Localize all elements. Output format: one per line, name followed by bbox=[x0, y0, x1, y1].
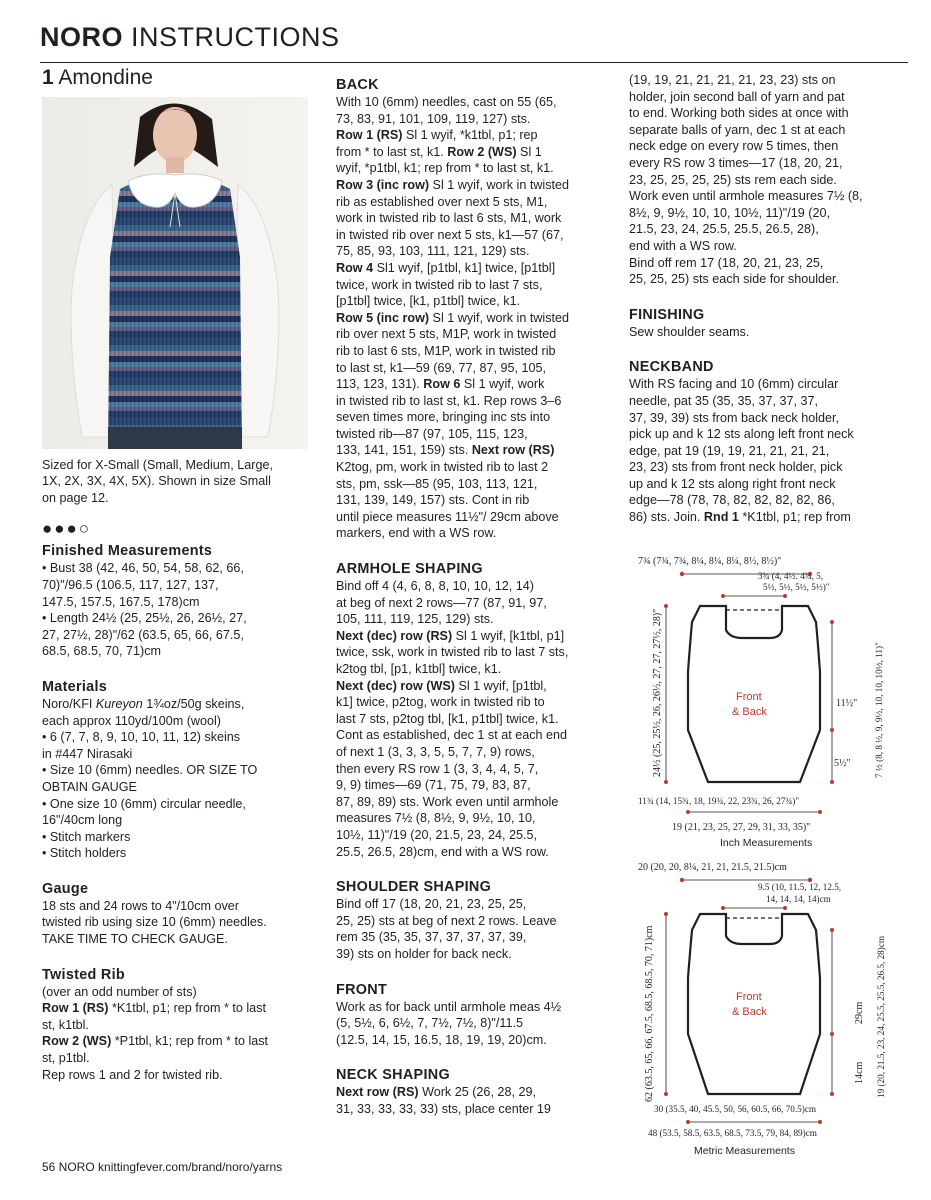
text-line bbox=[629, 324, 907, 341]
header-title-text: INSTRUCTIONS bbox=[131, 22, 340, 52]
text-line bbox=[336, 343, 608, 360]
text-run: needle, pat 35 (35, 35, 37, 37, 37, bbox=[629, 393, 819, 408]
text-run: *K1tbl, p1; rep from * to last bbox=[108, 1001, 266, 1016]
row-label: Row 2 (WS) bbox=[42, 1034, 112, 1049]
text-line: TAKE TIME TO CHECK GAUGE. bbox=[42, 932, 228, 947]
front-back-label-2: & Back bbox=[732, 706, 767, 718]
text-run: [p1tbl] twice, [k1, p1tbl] twice, k1. bbox=[336, 294, 521, 309]
text-line bbox=[336, 459, 608, 476]
text-line bbox=[336, 644, 608, 661]
materials-heading: Materials bbox=[42, 678, 108, 695]
armhole-shaping-heading: ARMHOLE SHAPING bbox=[336, 561, 483, 578]
text-run: Sl 1 wyif, work bbox=[460, 377, 545, 392]
text-line bbox=[336, 678, 608, 695]
neckband-instructions bbox=[629, 376, 907, 525]
text-line bbox=[629, 376, 907, 393]
neck-width-label: 3¾ (4, 4½. 4¾, 5, bbox=[758, 571, 824, 581]
model-photo-illustration bbox=[42, 97, 308, 449]
text-run: Sl 1 bbox=[516, 144, 542, 159]
text-run: 10½, 11)"/19 (20, 21.5, 23, 24, 25.5, bbox=[336, 827, 537, 842]
text-line bbox=[336, 525, 608, 542]
row-label: Row 1 (RS) bbox=[42, 1001, 109, 1016]
twisted-rib-text bbox=[42, 984, 314, 1084]
text-line bbox=[336, 160, 608, 177]
row-label: Row 4 bbox=[336, 260, 374, 275]
neck-instructions bbox=[336, 1084, 608, 1117]
twisted-rib-heading: Twisted Rib bbox=[42, 966, 125, 983]
text-line: 18 sts and 24 rows to 4"/10cm over bbox=[42, 898, 239, 913]
text-run: 73, 83, 91, 101, 109, 119, 127) sts. bbox=[336, 111, 531, 126]
text-line bbox=[336, 711, 608, 728]
text-line: • Stitch markers bbox=[42, 829, 131, 844]
text-line bbox=[336, 409, 608, 426]
text-run: to last st, k1—59 (69, 77, 87, 95, 105, bbox=[336, 360, 547, 375]
header-divider bbox=[40, 62, 908, 63]
text-run: Work as for back until armhole meas 4½ bbox=[336, 999, 562, 1014]
text-run: of next 1 (3, 3, 3, 5, 5, 7, 7, 9) rows, bbox=[336, 744, 535, 759]
size-caption bbox=[42, 457, 314, 507]
armhole-label: 7 ½ (8, 8 ½, 9, 9½, 10, 10, 10½, 11)" bbox=[874, 642, 884, 778]
text-run: 86) sts. Join. bbox=[629, 510, 704, 525]
text-line bbox=[336, 1015, 608, 1032]
text-line bbox=[336, 1101, 608, 1118]
text-line bbox=[629, 459, 907, 476]
back-instructions bbox=[336, 94, 608, 542]
text-run: up and k 12 sts along right front neck bbox=[629, 476, 836, 491]
front-back-label-2: & Back bbox=[732, 1006, 767, 1018]
length-label: 62 (63.5, 65, 66, 67.5, 68.5, 68.5, 70, 71)cm bbox=[644, 925, 655, 1102]
front-back-label: Front bbox=[736, 691, 762, 703]
text-line bbox=[629, 426, 907, 443]
text-line: • One size 10 (6mm) circular needle, bbox=[42, 796, 246, 811]
row-label: Next row (RS) bbox=[471, 443, 555, 458]
text-run: twice, work in twisted rib to last 7 sts, bbox=[336, 277, 543, 292]
text-run: edge, pat 19 (19, 19, 21, 21, 21, 21, bbox=[629, 443, 830, 458]
neckband-heading: NECKBAND bbox=[629, 359, 714, 376]
text-line bbox=[336, 694, 608, 711]
text-line bbox=[336, 509, 608, 526]
brand-name: NORO bbox=[40, 22, 123, 52]
full-width-label: 48 (53.5, 58.5, 63.5, 68.5, 73.5, 79, 84, 89)cm bbox=[648, 1128, 817, 1138]
text-run: rib over next 5 sts, M1P, work in twisted bbox=[336, 327, 557, 342]
text-run: end with a WS row. bbox=[629, 238, 737, 253]
text-run: 1¾oz/50g skeins, bbox=[142, 696, 245, 711]
text-line bbox=[336, 810, 608, 827]
text-line: st, k1tbl. bbox=[42, 1017, 89, 1032]
row-label: Row 5 (inc row) bbox=[336, 310, 430, 325]
text-run: Bind off rem 17 (18, 20, 21, 23, 25, bbox=[629, 255, 824, 270]
row-label: Row 3 (inc row) bbox=[336, 177, 430, 192]
text-run: 31, 33, 33, 33, 33) sts, place center 19 bbox=[336, 1101, 551, 1116]
text-run: 131, 139, 149, 157) sts. Cont in rib bbox=[336, 493, 530, 508]
garment-outline bbox=[688, 914, 820, 1094]
text-run: Sl 1 wyif, [k1tbl, p1] bbox=[452, 628, 565, 643]
text-run: 105, 111, 119, 125, 129) sts. bbox=[336, 612, 494, 627]
text-line bbox=[336, 628, 608, 645]
text-line bbox=[629, 238, 907, 255]
text-line bbox=[336, 913, 608, 930]
text-line bbox=[629, 271, 907, 288]
text-line bbox=[42, 1000, 314, 1017]
text-line bbox=[629, 89, 907, 106]
text-line bbox=[336, 144, 608, 161]
text-run: Sl1 wyif, [p1tbl, k1] twice, [p1tbl] bbox=[373, 260, 556, 275]
text-line bbox=[336, 661, 608, 678]
schematic-metric bbox=[620, 858, 910, 1158]
text-run: until piece measures 11½"/ 29cm above bbox=[336, 509, 559, 524]
caption-line: Sized for X-Small (Small, Medium, Large, bbox=[42, 457, 273, 472]
text-line bbox=[336, 111, 608, 128]
text-run: With RS facing and 10 (6mm) circular bbox=[629, 377, 839, 392]
text-line bbox=[629, 509, 907, 526]
text-run: Work even until armhole measures 7½ (8, bbox=[629, 189, 863, 204]
text-line bbox=[336, 578, 608, 595]
front-instructions bbox=[336, 999, 608, 1049]
text-run: 23, 23) sts from front neck holder, pick bbox=[629, 460, 843, 475]
length-label: 24½ (25, 25½, 26, 26½, 27, 27, 27½, 28)" bbox=[652, 608, 663, 777]
text-run: (5, 5½, 6, 6½, 7, 7½, 7½, 8)"/11.5 bbox=[336, 1016, 523, 1031]
text-line: • Length 24½ (25, 25½, 26, 26½, 27, bbox=[42, 611, 247, 626]
text-line bbox=[336, 595, 608, 612]
text-line bbox=[629, 155, 907, 172]
text-line bbox=[42, 696, 314, 713]
armhole-label: 19 (20, 21.5, 23, 24, 25.5, 25.5, 26.5, 28)cm bbox=[876, 935, 886, 1098]
armhole-instructions bbox=[336, 578, 608, 860]
text-line: 16"/40cm long bbox=[42, 813, 123, 828]
text-line bbox=[336, 476, 608, 493]
text-line bbox=[629, 188, 907, 205]
text-line bbox=[336, 243, 608, 260]
pattern-name: Amondine bbox=[58, 66, 153, 89]
text-line bbox=[336, 194, 608, 211]
text-run: work in twisted rib to last 6 sts, M1, work bbox=[336, 211, 562, 226]
text-line bbox=[336, 177, 608, 194]
difficulty-rating: ●●●○ bbox=[42, 519, 92, 539]
text-line bbox=[336, 127, 608, 144]
text-run: 87, 89, 89) sts. Work even until armhole bbox=[336, 794, 559, 809]
finished-measurements-list bbox=[42, 560, 314, 660]
text-run: separate balls of yarn, dec 1 st at each bbox=[629, 122, 846, 137]
text-line bbox=[336, 260, 608, 277]
row-label: Rnd 1 bbox=[703, 510, 739, 525]
text-run: sts, pm, ssk—85 (95, 103, 113, 121, bbox=[336, 476, 538, 491]
text-line bbox=[336, 360, 608, 377]
footer-url[interactable]: knittingfever.com/brand/noro/yarns bbox=[98, 1160, 283, 1174]
top-width-label: 20 (20, 20, 8¼, 21, 21, 21.5, 21.5)cm bbox=[638, 862, 787, 873]
text-line: twisted rib using size 10 (6mm) needles. bbox=[42, 915, 267, 930]
row-label: Next (dec) row (WS) bbox=[336, 678, 455, 693]
text-line bbox=[336, 827, 608, 844]
text-run: (12.5, 14, 15, 16.5, 18, 19, 19, 20)cm. bbox=[336, 1032, 547, 1047]
text-line bbox=[336, 844, 608, 861]
text-line: 68.5, 68.5, 70, 71)cm bbox=[42, 644, 162, 659]
text-line bbox=[42, 1033, 314, 1050]
text-run: then every RS row 1 (3, 3, 4, 4, 5, 7, bbox=[336, 761, 539, 776]
side-length-label: 29cm bbox=[854, 1001, 865, 1024]
text-line bbox=[336, 896, 608, 913]
text-run: K2tog, pm, work in twisted rib to last 2 bbox=[336, 460, 549, 475]
text-run: wyif, *p1tbl, k1; rep from * to last st, k1. bbox=[336, 161, 554, 176]
text-line bbox=[336, 777, 608, 794]
text-run: seven times more, bringing inc sts into bbox=[336, 410, 551, 425]
text-line bbox=[336, 999, 608, 1016]
text-run: markers, end with a WS row. bbox=[336, 526, 497, 541]
finishing-instructions bbox=[629, 324, 907, 341]
text-run: 113, 123, 131). bbox=[336, 377, 424, 392]
text-line bbox=[629, 172, 907, 189]
yarn-name: Kureyon bbox=[95, 696, 143, 711]
text-line bbox=[629, 393, 907, 410]
gauge-heading: Gauge bbox=[42, 880, 89, 897]
text-run: rib as established over next 5 sts, M1, bbox=[336, 194, 548, 209]
text-line: in #447 Nirasaki bbox=[42, 746, 133, 761]
text-line: OBTAIN GAUGE bbox=[42, 779, 137, 794]
text-run: measures 7½ (8, 8½, 9, 9½, 10, 10, bbox=[336, 811, 536, 826]
neck-width-label-2: 14, 14, 14, 14)cm bbox=[766, 894, 831, 904]
column-1 bbox=[42, 66, 314, 1083]
text-run: 39) sts on holder for back neck. bbox=[336, 946, 512, 961]
text-line bbox=[629, 122, 907, 139]
text-line bbox=[629, 410, 907, 427]
text-line bbox=[336, 761, 608, 778]
text-run: k1] twice, p2tog, work in twisted rib to bbox=[336, 695, 545, 710]
text-line bbox=[336, 277, 608, 294]
schematic-inch bbox=[620, 552, 910, 852]
text-line bbox=[336, 727, 608, 744]
row-label: Next row (RS) bbox=[336, 1085, 419, 1100]
text-run: Work 25 (26, 28, 29, bbox=[418, 1085, 536, 1100]
text-line bbox=[336, 1032, 608, 1049]
text-run: in twisted rib over next 5 sts, k1—57 (67, bbox=[336, 227, 564, 242]
text-line: • Size 10 (6mm) needles. OR SIZE TO bbox=[42, 763, 258, 778]
text-run: Sew shoulder seams. bbox=[629, 324, 750, 339]
text-line bbox=[629, 476, 907, 493]
text-run: 37, 39, 39) sts from back neck holder, bbox=[629, 410, 840, 425]
text-line bbox=[336, 794, 608, 811]
back-heading: BACK bbox=[336, 77, 379, 93]
text-run: Sl 1 wyif, *k1tbl, p1; rep bbox=[402, 128, 538, 143]
neck-shaping-continued bbox=[629, 72, 907, 288]
full-width-label: 19 (21, 23, 25, 27, 29, 31, 33, 35)" bbox=[672, 822, 811, 833]
text-run: Noro/KFI bbox=[42, 696, 96, 711]
text-line bbox=[629, 138, 907, 155]
text-run: 25, 25, 25) sts each side for shoulder. bbox=[629, 272, 840, 287]
text-run: With 10 (6mm) needles, cast on 55 (65, bbox=[336, 95, 557, 109]
pattern-title bbox=[42, 66, 314, 89]
text-run: edge—78 (78, 78, 82, 82, 82, 82, 86, bbox=[629, 493, 835, 508]
materials-list bbox=[42, 696, 314, 862]
text-run: 8½, 9, 9½, 10, 10, 10½, 11)"/19 (20, bbox=[629, 205, 830, 220]
neck-width-label: 9.5 (10, 11.5, 12, 12.5, bbox=[758, 882, 842, 892]
text-line bbox=[336, 210, 608, 227]
text-run: 75, 85, 93, 103, 111, 121, 129) sts. bbox=[336, 244, 530, 259]
finished-measurements-heading: Finished Measurements bbox=[42, 543, 213, 560]
column-3 bbox=[629, 72, 907, 526]
top-width-label: 7¾ (7¾, 7¾, 8¼, 8¼, 8¼, 8½, 8½)" bbox=[638, 556, 782, 567]
shoulder-instructions bbox=[336, 896, 608, 962]
caption-line: 1X, 2X, 3X, 4X, 5X). Shown in size Small bbox=[42, 474, 271, 489]
front-heading: FRONT bbox=[336, 981, 388, 998]
text-run: k2tog tbl, [p1, k1tbl] twice, k1. bbox=[336, 662, 502, 676]
caption-line: on page 12. bbox=[42, 490, 109, 505]
text-line: • 6 (7, 7, 8, 9, 10, 10, 11, 12) skeins bbox=[42, 730, 241, 745]
hem-side-label: 14cm bbox=[854, 1061, 865, 1084]
text-line bbox=[336, 744, 608, 761]
text-line bbox=[629, 443, 907, 460]
text-run: 23, 25, 25, 25, 25) sts rem each side. bbox=[629, 172, 837, 187]
diagram-title: Inch Measurements bbox=[720, 837, 813, 849]
text-line: • Stitch holders bbox=[42, 846, 127, 861]
model-photo bbox=[42, 97, 308, 449]
pattern-number: 1 bbox=[42, 66, 54, 89]
text-run: holder, join second ball of yarn and pat bbox=[629, 89, 845, 104]
neck-width-label-2: 5½, 5½, 5½, 5½)" bbox=[763, 582, 830, 592]
text-line bbox=[336, 293, 608, 310]
text-run: *P1tbl, k1; rep from * to last bbox=[111, 1034, 269, 1049]
row-label: Next (dec) row (RS) bbox=[336, 628, 453, 643]
hem-side-label: 5½" bbox=[834, 758, 851, 769]
text-line bbox=[336, 946, 608, 963]
text-line bbox=[336, 376, 608, 393]
front-back-label: Front bbox=[736, 991, 762, 1003]
page-title bbox=[40, 22, 900, 53]
dim-marker bbox=[680, 572, 684, 576]
text-line bbox=[336, 227, 608, 244]
text-run: twisted rib—87 (97, 105, 115, 123, bbox=[336, 426, 528, 441]
lower-width-label: 11¾ (14, 15¾, 18, 19¾, 22, 23¾, 26, 27¾)" bbox=[638, 796, 800, 806]
text-line bbox=[629, 105, 907, 122]
gauge-text bbox=[42, 898, 314, 948]
text-line: st, p1tbl. bbox=[42, 1051, 90, 1066]
text-run: 25, 25) sts at beg of next 2 rows. Leave bbox=[336, 913, 557, 928]
text-run: neck edge on every row 5 times, then bbox=[629, 139, 839, 154]
neck-shaping-heading: NECK SHAPING bbox=[336, 1067, 450, 1084]
text-line bbox=[336, 929, 608, 946]
text-run: (19, 19, 21, 21, 21, 21, 23, 23) sts on bbox=[629, 73, 836, 87]
text-run: Sl 1 wyif, work in twisted bbox=[429, 177, 570, 192]
text-line bbox=[336, 326, 608, 343]
text-line bbox=[336, 1084, 608, 1101]
text-run: 133, 141, 151, 159) sts. bbox=[336, 443, 472, 458]
text-line bbox=[336, 442, 608, 459]
text-line bbox=[629, 205, 907, 222]
side-length-label: 11½" bbox=[836, 698, 858, 709]
text-line: Rep rows 1 and 2 for twisted rib. bbox=[42, 1067, 223, 1082]
text-run: Bind off 4 (4, 6, 8, 8, 10, 10, 12, 14) bbox=[336, 579, 534, 594]
text-run: Sl 1 wyif, work in twisted bbox=[429, 310, 570, 325]
shoulder-shaping-heading: SHOULDER SHAPING bbox=[336, 879, 492, 896]
text-line: each approx 110yd/100m (wool) bbox=[42, 713, 221, 728]
text-line bbox=[336, 94, 608, 111]
row-label: Row 6 bbox=[423, 377, 461, 392]
text-run: in twisted rib to last st, k1. Rep rows 3–6 bbox=[336, 393, 562, 408]
text-run: last 7 sts, p2tog tbl, [k1, p1tbl] twice, k1. bbox=[336, 711, 559, 726]
schematic-metric-svg bbox=[620, 858, 910, 1158]
text-run: at beg of next 2 rows—77 (87, 91, 97, bbox=[336, 595, 547, 610]
row-label: Row 1 (RS) bbox=[336, 128, 403, 143]
lower-width-label: 30 (35.5, 40, 45.5, 50, 56, 60.5, 66, 70.5)cm bbox=[654, 1104, 817, 1114]
text-line: • Bust 38 (42, 46, 50, 54, 58, 62, 66, bbox=[42, 561, 244, 576]
text-line: (over an odd number of sts) bbox=[42, 984, 197, 999]
page-footer bbox=[42, 1160, 282, 1174]
text-line bbox=[629, 492, 907, 509]
text-line bbox=[336, 611, 608, 628]
text-line bbox=[629, 255, 907, 272]
text-line: 70)"/96.5 (106.5, 117, 127, 137, bbox=[42, 577, 219, 592]
text-run: pick up and k 12 sts along left front neck bbox=[629, 427, 854, 442]
text-run: 25.5, 26.5, 28)cm, end with a WS row. bbox=[336, 844, 549, 859]
text-run: Bind off 17 (18, 20, 21, 23, 25, 25, bbox=[336, 897, 527, 912]
text-line: 147.5, 157.5, 167.5, 178)cm bbox=[42, 594, 200, 609]
text-run: 21.5, 23, 24, 25.5, 25.5, 26.5, 28), bbox=[629, 222, 819, 237]
text-line: 27, 27½, 28)"/62 (63.5, 65, 66, 67.5, bbox=[42, 627, 244, 642]
text-run: rib to last 6 sts, M1P, work in twisted rib bbox=[336, 343, 556, 358]
page-number: 56 NORO bbox=[42, 1160, 95, 1174]
text-run: Cont as established, dec 1 st at each end bbox=[336, 728, 568, 743]
text-run: twice, ssk, work in twisted rib to last 7 sts, bbox=[336, 645, 569, 660]
text-line bbox=[336, 426, 608, 443]
row-label: Row 2 (WS) bbox=[447, 144, 517, 159]
text-run: 9, 9) times—69 (71, 75, 79, 83, 87, bbox=[336, 778, 531, 793]
text-run: to end. Working both sides at once with bbox=[629, 106, 849, 121]
page-header bbox=[40, 22, 900, 53]
text-run: Sl 1 wyif, [p1tbl, bbox=[454, 678, 547, 693]
finishing-heading: FINISHING bbox=[629, 306, 705, 323]
text-run: every RS row 3 times—17 (18, 20, 21, bbox=[629, 155, 843, 170]
text-run: rem 35 (35, 35, 37, 37, 37, 37, 39, bbox=[336, 930, 527, 945]
text-run: from * to last st, k1. bbox=[336, 144, 448, 159]
diagram-title: Metric Measurements bbox=[694, 1145, 795, 1157]
column-2 bbox=[336, 72, 608, 1117]
text-line bbox=[629, 221, 907, 238]
text-line bbox=[336, 310, 608, 327]
text-line bbox=[336, 492, 608, 509]
schematic-inch-svg bbox=[620, 552, 910, 852]
text-line bbox=[336, 393, 608, 410]
text-run: *K1tbl, p1; rep from bbox=[738, 510, 851, 525]
text-line bbox=[629, 72, 907, 89]
